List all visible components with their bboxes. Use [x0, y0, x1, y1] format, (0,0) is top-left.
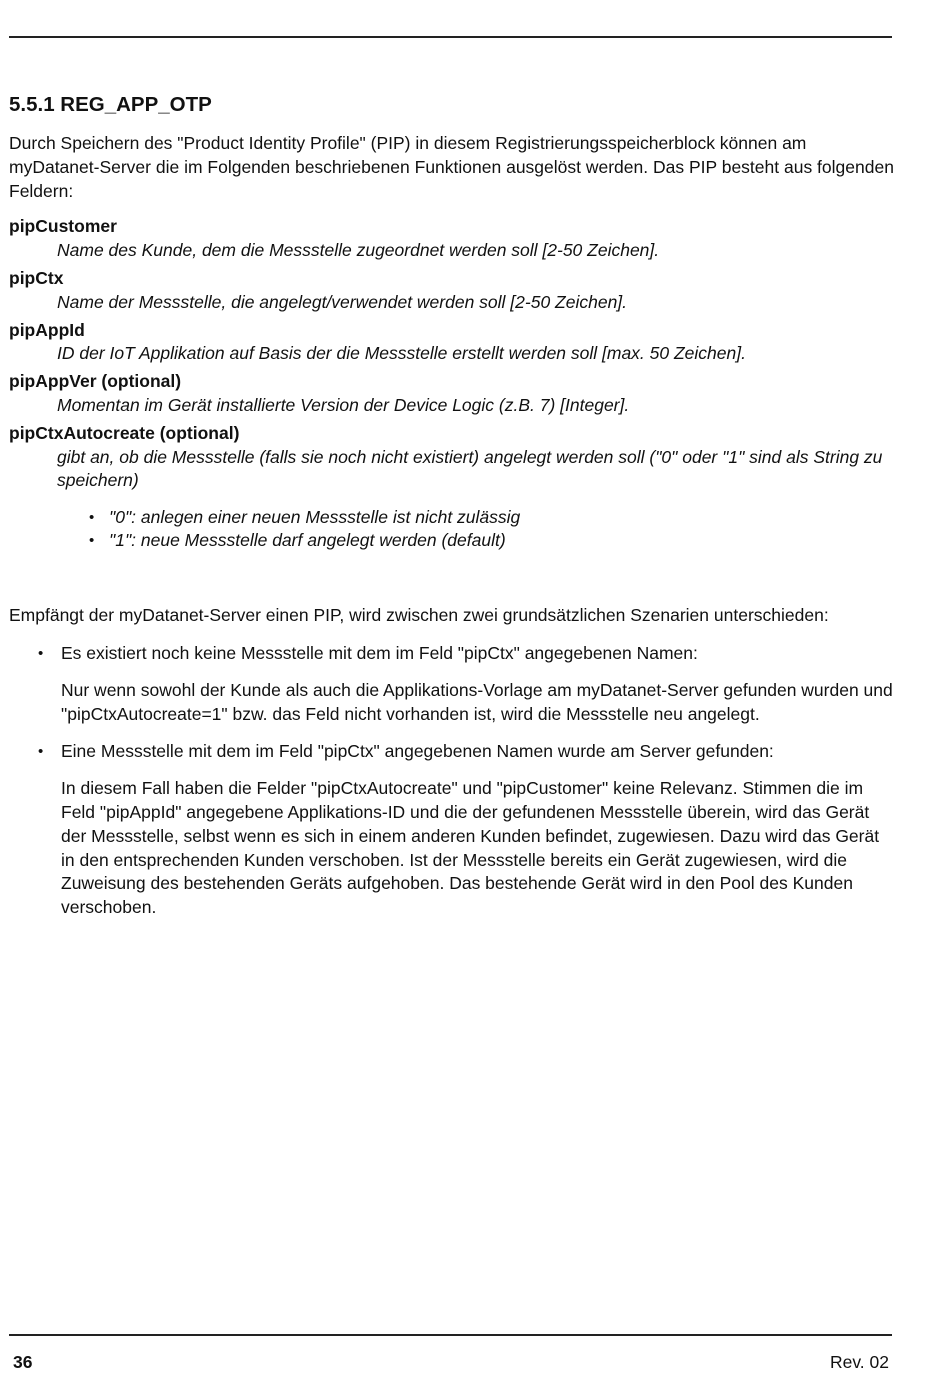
field-list — [9, 215, 894, 552]
list-item: • "1": neue Messstelle darf angelegt werden (default) — [109, 529, 894, 552]
scenario-lead: Es existiert noch keine Messstelle mit dem im Feld "pipCtx" angegebenen Namen: — [61, 642, 698, 663]
field-term-pipappver: pipAppVer (optional) — [9, 371, 182, 392]
bullet-icon: • — [38, 644, 44, 662]
scenario-item — [9, 642, 894, 726]
field-definition-pipctxautocreate: gibt an, ob die Messstelle (falls sie noch nicht existiert) angelegt werden soll ("0" oder "1" sind als String zu speichern) — [57, 446, 883, 491]
revision-label: Rev. 02 — [829, 1352, 889, 1372]
field-term-pipctx: pipCtx — [9, 267, 64, 288]
field-definition-pipappid: ID der IoT Applikation auf Basis der die Messstelle erstellt werden soll [max. 50 Zeichen]. — [57, 343, 746, 364]
field-definition-pipcustomer: Name des Kunde, dem die Messstelle zugeordnet werden soll [2-50 Zeichen]. — [57, 240, 660, 261]
autocreate-values-list — [109, 506, 894, 552]
page-number: 36 — [13, 1352, 33, 1372]
field-definition-pipappver: Momentan im Gerät installierte Version der Device Logic (z.B. 7) [Integer]. — [57, 394, 630, 415]
header-rule — [9, 36, 892, 38]
section-heading: 5.5.1 REG_APP_OTP — [9, 93, 212, 116]
scenario-list — [9, 642, 894, 920]
footer-rule — [9, 1334, 892, 1336]
scenario-item — [9, 740, 894, 920]
field-term-pipctxautocreate: pipCtxAutocreate (optional) — [9, 422, 240, 443]
scenarios-intro: Empfängt der myDatanet-Server einen PIP, wird zwischen zwei grundsätzlichen Szenarien unterschieden: — [9, 605, 829, 626]
field-term-pipappid: pipAppId — [9, 319, 85, 340]
scenario-lead: Eine Messstelle mit dem im Feld "pipCtx" angegebenen Namen wurde am Server gefunden: — [61, 741, 774, 762]
bullet-icon: • — [38, 743, 44, 761]
field-term-pipcustomer: pipCustomer — [9, 216, 117, 237]
page-content — [9, 92, 894, 934]
section-intro: Durch Speichern des "Product Identity Profile" (PIP) in diesem Registrierungsspeicherblock können am myDatanet-Server die im Folgenden beschriebenen Funktionen ausgelöst werden. Das PIP besteht aus folgenden Feldern: — [9, 133, 894, 201]
list-item: • "0": anlegen einer neuen Messstelle ist nicht zulässig — [109, 506, 894, 529]
scenario-detail: Nur wenn sowohl der Kunde als auch die Applikations-Vorlage am myDatanet-Server gefunden wurden und "pipCtxAutocreate=1" bzw. das Feld nicht vorhanden ist, wird die Messstelle neu angelegt. — [61, 679, 893, 724]
field-definition-pipctx: Name der Messstelle, die angelegt/verwendet werden soll [2-50 Zeichen]. — [57, 291, 628, 312]
scenario-detail: In diesem Fall haben die Felder "pipCtxAutocreate" und "pipCustomer" keine Relevanz. Stimmen die im Feld "pipAppId" angegebene Applikations-ID und die der gefundenen Messstelle überein, wird das Gerät der Messstelle, selbst wenn es sich in einem anderen Kunden befindet, zugewiesen. Dazu wird das Gerät in den entsprechenden Kunden verschoben. Ist der Messstelle bereits ein Gerät zugewiesen, wird die Zuweisung des bestehenden Geräts aufgehoben. Das bestehende Gerät wird in den Pool des Kunden verschoben. — [61, 778, 880, 918]
